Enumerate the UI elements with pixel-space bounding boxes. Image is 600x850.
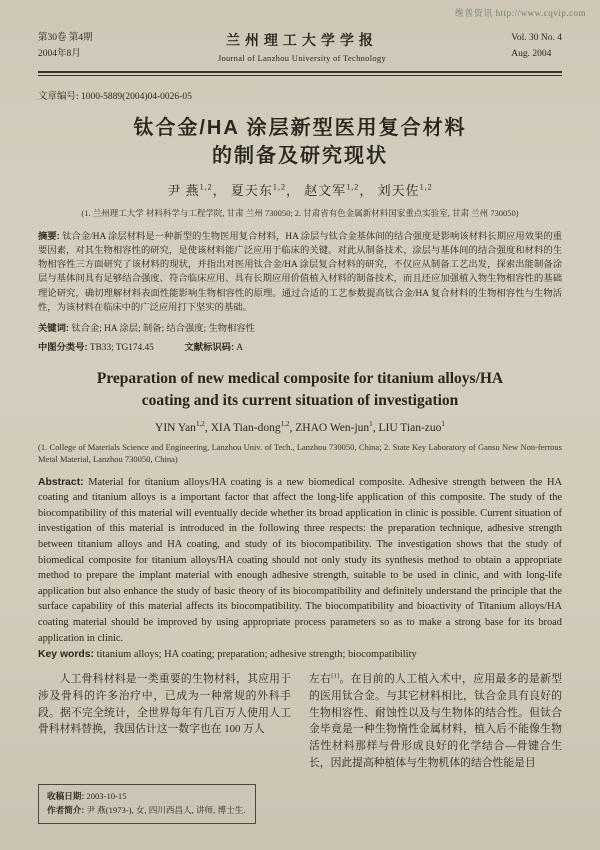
author-bio-value: 尹 燕(1973-), 女, 四川西昌人, 讲师, 博士生. [86, 805, 246, 816]
author-cn: 夏天东$^{1,2}$， [230, 182, 300, 198]
doc-code-value: A [236, 342, 244, 353]
abstract-en [38, 475, 562, 647]
authors-cn [38, 180, 562, 199]
keywords-cn [38, 320, 562, 334]
body-text-columns [38, 671, 562, 771]
title-cn-line1: 钛合金/HA 涂层新型医用复合材料 [133, 117, 467, 139]
abstract-cn-label: 摘要: [38, 231, 60, 241]
journal-title-cn: 兰州理工大学学报 [225, 32, 378, 48]
title-cn-line2: 的制备及研究现状 [212, 145, 388, 167]
date-en: Aug. 2004 [511, 48, 552, 59]
clc-value: TB33; TG174.45 [89, 342, 154, 353]
author-cn: 尹 燕$^{1,2}$， [167, 182, 227, 198]
abstract-en-text: Material for titanium alloys/HA coating is a new biomedical composite. Adhesive strength between the HA coating and titanium alloys is a important factor that affect the long-life application of this composite. The study of the biocompatibility of this material will eventually decide whether its broad application in clinic is possible. Current situation of investigation of this material is introduced in the following three respects: the preparation technique, adhesive strength between titanium alloys and HA coating, and study of its biocompatibility. The investigation shows that the study of biomedical composite for titanium alloys/HA coating should not only study its synthesis method to obtain a appropriate method to prepare the implant material with enough adhesive strength, suitable to be used in clinic, and with long-life application but also enhance the study of basic theory of its biocompatibility and definitely understand the principle that the surface capability of this material affects its biocompatibility. The biocompatibility and bioactivity of Titanium alloys/HA coating material should be improved by using appropriate process parameters so as to make a strong base for its broad application in clinic. [38, 476, 562, 644]
abstract-cn-text: 钛合金/HA 涂层材料是一种新型的生物医用复合材料，HA 涂层与钛合金基体间的结合强度是影响该材料长期应用效果的重要因素，对其生物相容性的研究，是使该材料能广泛应用于临床的关键。对此从制备技术、涂层与基体间的结合强度和材料的生物相容性三方面研究了该材料的现状，并指出对医用钛合金/HA 涂层复合材料的研究，不仅应从制备工艺出发，探索出能制备涂层与基体间具有足够结合强度、符合临床应用、具有长期应用价值植入材料的制备技术，而且还应加强植入物生物相容性的基础理论研究，确切理解材料表面性能影响生物相容性的原理。通过合适的工艺参数提高钛合金/HA 复合材料的生物相容性与生物活性，为该材料在临床中的广泛应用打下坚实的基础。 [38, 232, 563, 313]
author-en: XIA Tian-dong$^{1,2}$, [210, 419, 296, 434]
abstract-cn [38, 229, 562, 315]
affiliation-en: (1. College of Materials Science and Engineering, Lanzhou Univ. of Tech., Lanzhou 730050, China; 2. State Key Laboratory of Gansu New Non-ferrous Metal Material, Lanzhou 730050, China) [38, 441, 562, 464]
body-column-right [309, 671, 562, 771]
authors-en [38, 419, 562, 434]
journal-header [38, 30, 562, 63]
received-date-line [47, 789, 245, 804]
keywords-cn-label: 关键词: [38, 322, 69, 333]
body-right-text: 。在目前的人工植入术中，应用最多的是新型的医用钛合金。与其它材料相比，钛合金具有良好的生物相容性、耐蚀性以及与生物体的结合性。但钛合金毕竟是一种生物惰性金属材料，植入后不能像生物活性材料那样与骨形成良好的化学结合—骨键合生长，因此提高种植体与生物机体的结合性能是目 [309, 673, 563, 769]
affiliation-cn: (1. 兰州理工大学 材料科学与工程学院, 甘肃 兰州 730050; 2. 甘肃省有色金属新材料国家重点实验室, 甘肃 兰州 730050) [81, 208, 519, 218]
cqvip-watermark: 维普资讯 http://www.cqvip.com [454, 8, 586, 18]
clc-label: 中图分类号: [38, 341, 88, 352]
body-right-prefix: 左右 [309, 673, 332, 686]
article-title-en [38, 368, 562, 412]
article-id: 文章编号: 1000-5889(2004)04-0026-05 [38, 92, 192, 102]
journal-title-en: Journal of Lanzhou University of Technology [217, 53, 387, 63]
title-en-line1: Preparation of new medical composite for titanium alloys/HA [96, 369, 504, 387]
keywords-en-text: titanium alloys; HA coating; preparation; adhesive strength; biocompatibility [96, 649, 417, 661]
header-volume-en [511, 31, 562, 61]
header-journal-title [93, 30, 512, 63]
author-en: LIU Tian-zuo$^1$ [378, 419, 445, 434]
volume-issue-cn: 第30卷 第4期 [38, 33, 93, 44]
received-date-label: 收稿日期: [47, 790, 85, 801]
author-bio-label: 作者简介: [47, 805, 85, 816]
received-date-value: 2003-10-15 [86, 790, 127, 801]
date-cn: 2004年8月 [38, 48, 81, 59]
abstract-en-label: Abstract: [38, 476, 84, 488]
keywords-en [38, 649, 562, 660]
title-en-line2: coating and its current situation of investigation [141, 391, 459, 409]
author-bio-line [47, 803, 245, 818]
volume-issue-en: Vol. 30 No. 4 [511, 33, 562, 44]
author-en: YIN Yan$^{1,2}$, [155, 419, 211, 434]
clc-line [38, 339, 562, 353]
keywords-cn-text: 钛合金; HA 涂层; 制备; 结合强度; 生物相容性 [71, 323, 255, 334]
author-en: ZHAO Wen-jun$^1$, [295, 419, 379, 434]
doc-code-label: 文献标识码: [184, 341, 235, 352]
article-title-cn [38, 114, 562, 170]
citation-ref: [1] [331, 672, 340, 680]
author-cn: 刘天佐$^{1,2}$ [377, 182, 433, 198]
keywords-en-label: Key words: [38, 649, 95, 661]
header-divider [38, 71, 562, 76]
header-volume-cn [38, 31, 93, 61]
author-cn: 赵文军$^{1,2}$， [304, 182, 374, 198]
body-column-left: 人工骨科材料是一类重要的生物材料，其应用于涉及骨科的许多治疗中，已成为一种常规的外科手段。据不完全统计，全世界每年有几百万人使用人工骨科材料替换，我国估计这一数字也在 100 万人 [38, 673, 291, 736]
footnote-box [38, 784, 256, 824]
